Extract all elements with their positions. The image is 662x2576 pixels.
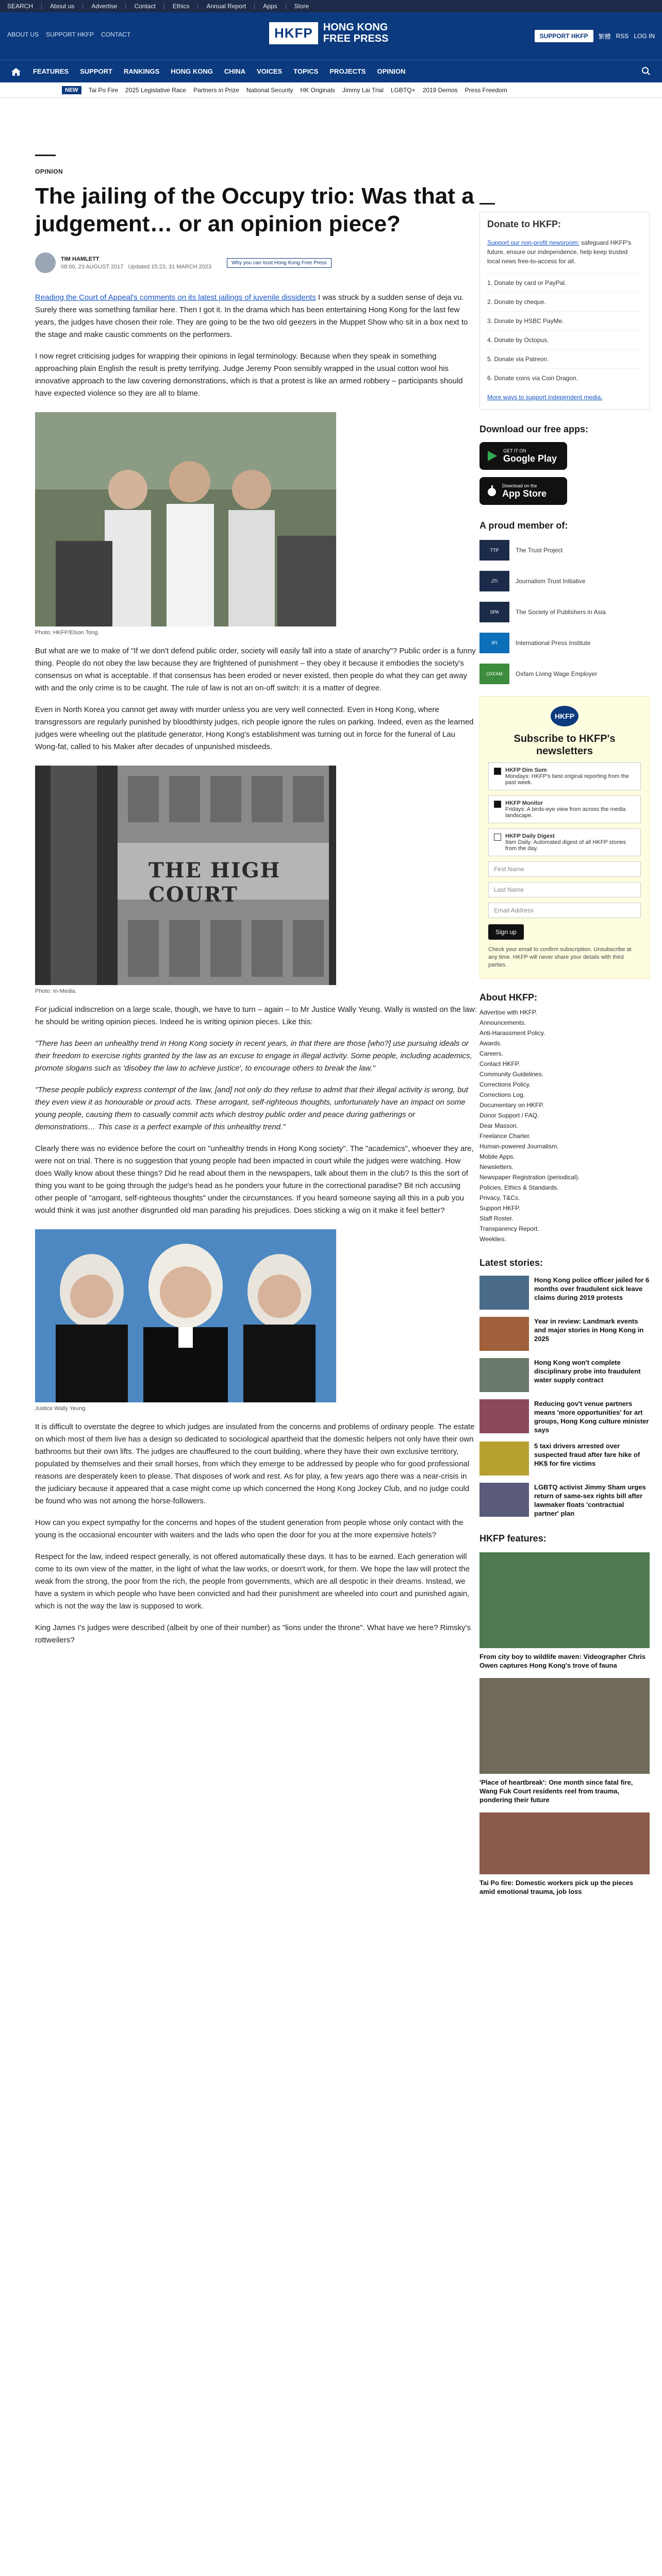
paragraph: For judicial indiscretion on a large scale, though, we have to turn – again – to Mr Justice Wally Yeung. Wally is wasted on the law: he should be writing opinion pieces. Indeed he is writing opinion pieces. Like this: [35,1005,477,1026]
paragraph: Respect for the law, indeed respect generally, is not offered automatically these days. It has to be earned. Each generation will come to its own view of the matter, in the light of what the law works, or doesn't work, for them. We hope the law will protect the weak from the strong, the poor from the rich, the people from governments, which are all despotic in their dreams. Instead, we have a system in which people who have been convicted and had their punishment are wheeled into court and punished again, which is not the way the law is supposed to work. [35,1552,470,1611]
member-org[interactable]: TTP The Trust Project [479,538,650,562]
about-item[interactable]: Donor Support / FAQ. [479,1112,539,1119]
first-name-field[interactable]: First Name [488,861,641,877]
nav-features[interactable]: FEATURES [33,67,69,75]
header-support[interactable]: SUPPORT HKFP [46,31,94,38]
about-item[interactable]: Support HKFP. [479,1205,521,1212]
about-item[interactable]: Transparency Report. [479,1225,539,1232]
search-icon[interactable] [641,66,651,76]
nav-hong-kong[interactable]: HONG KONG [171,67,213,75]
about-item[interactable]: Freelance Charter. [479,1132,531,1140]
newsletter-logo: HKFP [551,706,578,726]
about-item[interactable]: Announcements. [479,1019,526,1026]
apps-link[interactable]: Apps [263,3,277,10]
latest-story[interactable]: LGBTQ activist Jimmy Sham urges return of same-sex rights bill after lawmaker floats 'contractual partner' plan [479,1483,650,1518]
story-thumb [479,1317,529,1351]
jti-logo: JTI [479,571,509,591]
newsletter-option[interactable]: HKFP Daily Digest 9am Daily: Automated digest of all HKFP stories from the day. [488,828,641,856]
language-link[interactable]: 繁體 [598,32,611,40]
home-icon[interactable] [10,67,22,76]
latest-heading: Latest stories: [479,1258,543,1268]
about-item[interactable]: Documentary on HKFP. [479,1101,544,1109]
donate-option[interactable]: 5. Donate via Patreon. [487,349,642,368]
ticker-item[interactable]: Tai Po Fire [88,86,119,94]
donate-option[interactable]: 3. Donate by HSBC PayMe. [487,311,642,330]
latest-story[interactable]: Hong Kong won't complete disciplinary probe into fraudulent water supply contract [479,1358,650,1392]
updated-date: Updated 15:23, 31 MARCH 2023 [128,263,212,270]
more-ways-link[interactable]: More ways to support independent media. [487,394,603,401]
occupy-trio-photo [35,412,336,626]
paragraph: How can you expect sympathy for the concerns and hopes of the student generation from people whose only contact with the young is the occasional encounter with waiters and the lads who open the door for you at the more expensive hotels? [35,1518,464,1539]
header-contact[interactable]: CONTACT [101,31,131,38]
oxfam-logo: OXFAM [479,664,509,684]
features-heading: HKFP features: [479,1533,547,1544]
trust-project-logo: TTP [479,540,509,561]
last-name-field[interactable]: Last Name [488,882,641,897]
header-about[interactable]: ABOUT US [7,31,39,38]
story-thumb [479,1399,529,1433]
new-badge: NEW [62,86,81,94]
logo-line1: HONG KONG [323,22,388,33]
ticker-item[interactable]: LGBTQ+ [390,86,416,94]
rss-link[interactable]: RSS [616,32,629,40]
about-link[interactable]: About us [50,3,75,10]
about-item[interactable]: Weeklies. [479,1235,506,1243]
about-item[interactable]: Privacy, T&Cs. [479,1194,520,1201]
newsletter-option[interactable]: HKFP Monitor Fridays: A birds-eye view from across the media landscape. [488,795,641,823]
paragraph: Even in North Korea you cannot get away with murder unless you are very well connected. Even in Hong Kong, where transgressors are regularly punished by bloodthirsty judges, rich people ignore the rules on parking. Indeed, even as the learned judges were wheeling out the platitude generator, Hong Kong's establishment was turning out in force for the funeral of Lau Wong-fat, called to his Maker after decades of unpunished misdeeds. [35,705,474,751]
nav-opinion[interactable]: OPINION [377,67,406,75]
nav-support[interactable]: SUPPORT [80,67,112,75]
apps-heading: Download our free apps: [479,424,589,434]
sidebar [479,135,650,1896]
latest-story[interactable]: Reducing gov't venue partners means 'more opportunities' for art groups, Hong Kong culture minister says [479,1399,650,1434]
article-kicker[interactable]: OPINION [35,168,63,175]
story-thumb [479,1442,529,1476]
logo-line2: FREE PRESS [323,33,389,44]
ethics-link[interactable]: Ethics [172,3,190,10]
high-court-photo [35,766,336,985]
ticker-item[interactable]: HK Originals [300,86,335,94]
about-item[interactable]: Newsletters. [479,1163,514,1171]
story-thumb [479,1276,529,1310]
publish-date: 08:00, 23 AUGUST 2017 [61,263,124,270]
email-field[interactable]: Email Address [488,903,641,918]
feature-image [479,1552,650,1648]
nav-voices[interactable]: VOICES [257,67,283,75]
contact-link[interactable]: Contact [134,3,156,10]
paragraph: It is difficult to overstate the degree to which judges are insulated from the concerns and problems of ordinary people. The estate on which most of them live has a design so dedicated to sociological apartheid that the domestic helpers not only have their own bathrooms but their own lifts. The judges are chauffeured to the court building, where they have their own exclusive territory, populated by themselves and their small horses, from which they emerge to be addressed by people who for good professional reasons are desperately keen to please. That disposes of work and rest. As for play, a few years ago there was a near-crisis in the judiciary because it appeared that a case might come up which concerned the Hong Kong Jockey Club, and no judge could be found who was not among the horse-followers. [35,1422,475,1505]
login-link[interactable]: LOG IN [634,32,655,40]
ipi-logo: IPI [479,633,509,653]
court-appeal-link[interactable]: Reading the Court of Appeal's comments on its latest jailings of juvenile dissidents [35,293,316,302]
ticker-item[interactable]: Jimmy Lai Trial [342,86,384,94]
feature-story[interactable]: 'Place of heartbreak': One month since fatal fire, Wang Fuk Court residents reel from trauma, pondering their future [479,1678,650,1804]
about-item[interactable]: Contact HKFP. [479,1060,520,1067]
paragraph: I now regret criticising judges for wrapping their opinions in legal terminology. Because when they speak in something approaching plain English the result is pretty terrifying. Judge Jeremy Poon sensibly wrapped in the usual cotton wool his innovative approach to the law covering demonstrations, which is that a protest is like an armed robbery – participants should have expected violence so they are all to blame. [35,352,463,398]
author-avatar [35,252,56,273]
ticker-item[interactable]: Partners in Prize [193,86,239,94]
search-link[interactable]: SEARCH [7,3,34,10]
about-item[interactable]: Anti-Harassment Policy. [479,1029,545,1037]
advertise-link[interactable]: Advertise [91,3,118,10]
about-item[interactable]: Awards. [479,1040,502,1047]
feature-image [479,1812,650,1874]
sidebar-rule [479,203,495,205]
support-hkfp-button[interactable]: SUPPORT HKFP [535,30,593,42]
play-icon [487,450,498,462]
top-utility-bar [0,0,662,12]
donate-heading: Donate to HKFP: [487,219,561,229]
checkbox[interactable] [494,834,501,841]
donate-option[interactable]: 6. Donate coins via Coin Dragon. [487,368,642,387]
about-item[interactable]: Corrections Log. [479,1091,525,1098]
about-item[interactable]: Staff Roster. [479,1215,514,1222]
article-title: The jailing of the Occupy trio: Was that a judgement… or an opinion piece? [35,183,474,236]
app-store-badge[interactable]: Download on the App Store [479,477,567,505]
nav-topics[interactable]: TOPICS [293,67,319,75]
member-org[interactable]: SPA The Society of Publishers in Asia [479,600,650,624]
google-play-badge[interactable]: GET IT ON Google Play [479,442,567,470]
member-org[interactable]: IPI International Press Institute [479,631,650,655]
about-item[interactable]: Policies, Ethics & Standards. [479,1184,559,1191]
annual-report-link[interactable]: Annual Report [206,3,246,10]
nav-projects[interactable]: PROJECTS [329,67,366,75]
ticker-item[interactable]: National Security [246,86,293,94]
feature-image [479,1678,650,1774]
photo-caption: Photo: HKFP/Elson Tong. [35,630,100,636]
donate-option[interactable]: 4. Donate by Octopus. [487,330,642,349]
newsletter-heading: Subscribe to HKFP's newsletters [514,733,616,757]
sopa-logo: SPA [479,602,509,622]
ticker-item[interactable]: Press Freedom [465,86,507,94]
feature-story[interactable]: Tai Po fire: Domestic workers pick up the pieces amid emotional trauma, job loss [479,1812,650,1896]
site-header [0,12,662,60]
paragraph: Reading the Court of Appeal's comments on its latest jailings of juvenile dissidents I was struck by a sudden sense of deja vu. Surely there was something familiar here. Then I got it. In the drama which has been entertaining Hong Kong for the last few years, the judges have chosen their role. They are going to be the two old geezers in the Muppet Show who sit in a box next to the stage and make caustic comments on the performers. [35,293,468,339]
donate-option[interactable]: 2. Donate by cheque. [487,292,642,311]
site-logo[interactable] [269,22,388,44]
story-thumb [479,1358,529,1392]
wally-yeung-photo [35,1229,336,1402]
member-heading: A proud member of: [479,520,568,531]
donate-option[interactable]: 1. Donate by card or PayPal. [487,273,642,292]
feature-story[interactable]: From city boy to wildlife maven: Videographer Chris Owen captures Hong Kong's trove of fauna [479,1552,650,1670]
about-heading: About HKFP: [479,992,537,1003]
store-link[interactable]: Store [294,3,309,10]
story-thumb [479,1483,529,1517]
about-item[interactable]: Careers. [479,1050,504,1057]
newsletter-option[interactable]: HKFP Dim Sum Mondays: HKFP's best original reporting from the past week. [488,762,641,790]
logo-mark: HKFP [269,22,318,44]
ticker-item[interactable]: 2025 Legislative Race [125,86,187,94]
about-item[interactable]: Dear Masson. [479,1122,518,1129]
latest-story[interactable]: 5 taxi drivers arrested over suspected fraud after fare hike of HK$ for fire victims [479,1442,650,1476]
nonprofit-link[interactable]: Support our non-profit newsroom: [487,239,580,246]
ticker-item[interactable]: 2019 Demos [422,86,458,94]
member-org[interactable]: JTI Journalism Trust Initiative [479,569,650,593]
photo-caption: Justice Wally Yeung. [35,1405,87,1412]
author-name[interactable]: TIM HAMLETT [61,256,100,262]
quote: "There has been an unhealthy trend in Hong Kong society in recent years, in that there are those [who?] use pursuing ideals or their freedom to exercise rights granted by the law as an excuse to engage in illegal activity. Some people, including academics, promote slogans such as 'disobey the law to achieve justice', to encourage others to break the law." [35,1039,472,1073]
about-item[interactable]: Human-powered Journalism. [479,1143,559,1150]
nav-rankings[interactable]: RANKINGS [123,67,160,75]
about-item[interactable]: Mobile Apps. [479,1153,515,1160]
paragraph: King James I's judges were described (albeit by one of their number) as "lions under the throne". What have we here? Rimsky's rottweilers? [35,1623,471,1645]
main-nav [0,60,662,82]
signup-button[interactable]: Sign up [488,924,524,940]
member-org[interactable]: OXFAM Oxfam Living Wage Employer [479,662,650,686]
paragraph: Clearly there was no evidence before the court on "unhealthy trends in Hong Kong society". The "academics", whoever they are, were not on trial. There is no suggestion that young people had been impacted in court while the judges were watching. How does Wally know about these things? Did he read about them in the newspapers, talk about them in the club? Is this the sort of thing you want to be going through the judge's head as he ponders your future in the correctional paradise? Bit rich accusing other people of "arrogant, self-righteous thoughts" under the circumstances. If you heard someone saying all this in a pub you would think it was just another disgruntled old man parading his prejudices. Does sticking a wig on it make it feel better? [35,1144,474,1215]
about-item[interactable]: Advertise with HKFP. [479,1009,537,1016]
quote: "These people publicly express contempt of the law, [and] not only do they refuse to admit that their illegal activity is wrong, but they even view it as honourable or proud acts. These arrogant, self-righteous thoughts, unfortunately have an impact on some young people, causing them to casually commit acts which destroy public order and peace during gatherings or demonstrations… This case is a perfect example of this unhealthy trend." [35,1086,468,1131]
trust-hkfp-button[interactable]: Why you can trust Hong Kong Free Press [227,258,332,268]
nav-china[interactable]: CHINA [224,67,246,75]
about-list [479,1007,650,1244]
paragraph: But what are we to make of "If we don't defend public order, society will easily fall into a state of anarchy"? Public order is a funny thing. People do not obey the law because they are frightened of punishment – they obey it because it embodies the society's consensus on what is acceptable. If that consensus has been eroded or never existed, then people do what they can get away with and the only crime is to be caught. The rule of law is not an on-off switch: it is a matter of degree. [35,647,476,692]
article [35,135,477,1647]
topic-ticker [0,82,662,98]
checkbox-checked[interactable] [494,801,501,808]
apple-icon [487,485,497,497]
newsletter-fineprint: Check your email to confirm subscription. Unsubscribe at any time. HKFP will never share your details with third parties. [488,946,632,968]
about-item[interactable]: Community Guidelines. [479,1071,544,1078]
high-court-sign: THE HIGH COURT [148,858,281,907]
latest-story[interactable]: Hong Kong police officer jailed for 6 months over fraudulent sick leave claims during 2019 protests [479,1276,650,1310]
about-item[interactable]: Newspaper Registration (periodical). [479,1174,580,1181]
latest-story[interactable]: Year in review: Landmark events and major stories in Hong Kong in 2025 [479,1317,650,1351]
about-item[interactable]: Corrections Policy. [479,1081,531,1088]
newsletter-box [479,696,650,979]
checkbox-checked[interactable] [494,768,501,775]
byline [35,252,477,273]
donate-box: Donate to HKFP: Support our non-profit newsroom: safeguard HKFP's future, ensure our independence, help keep trusted local news free-to-access for all. 1. Donate by card or PayPal. 2. Donate by cheque. 3. Donate by HSBC PayMe. 4. Donate by Octopus. 5. Donate via Patreon. 6. Donate coins via Coin Dragon. More ways to support independent media. [479,212,650,410]
photo-caption: Photo: In-Media. [35,988,77,994]
